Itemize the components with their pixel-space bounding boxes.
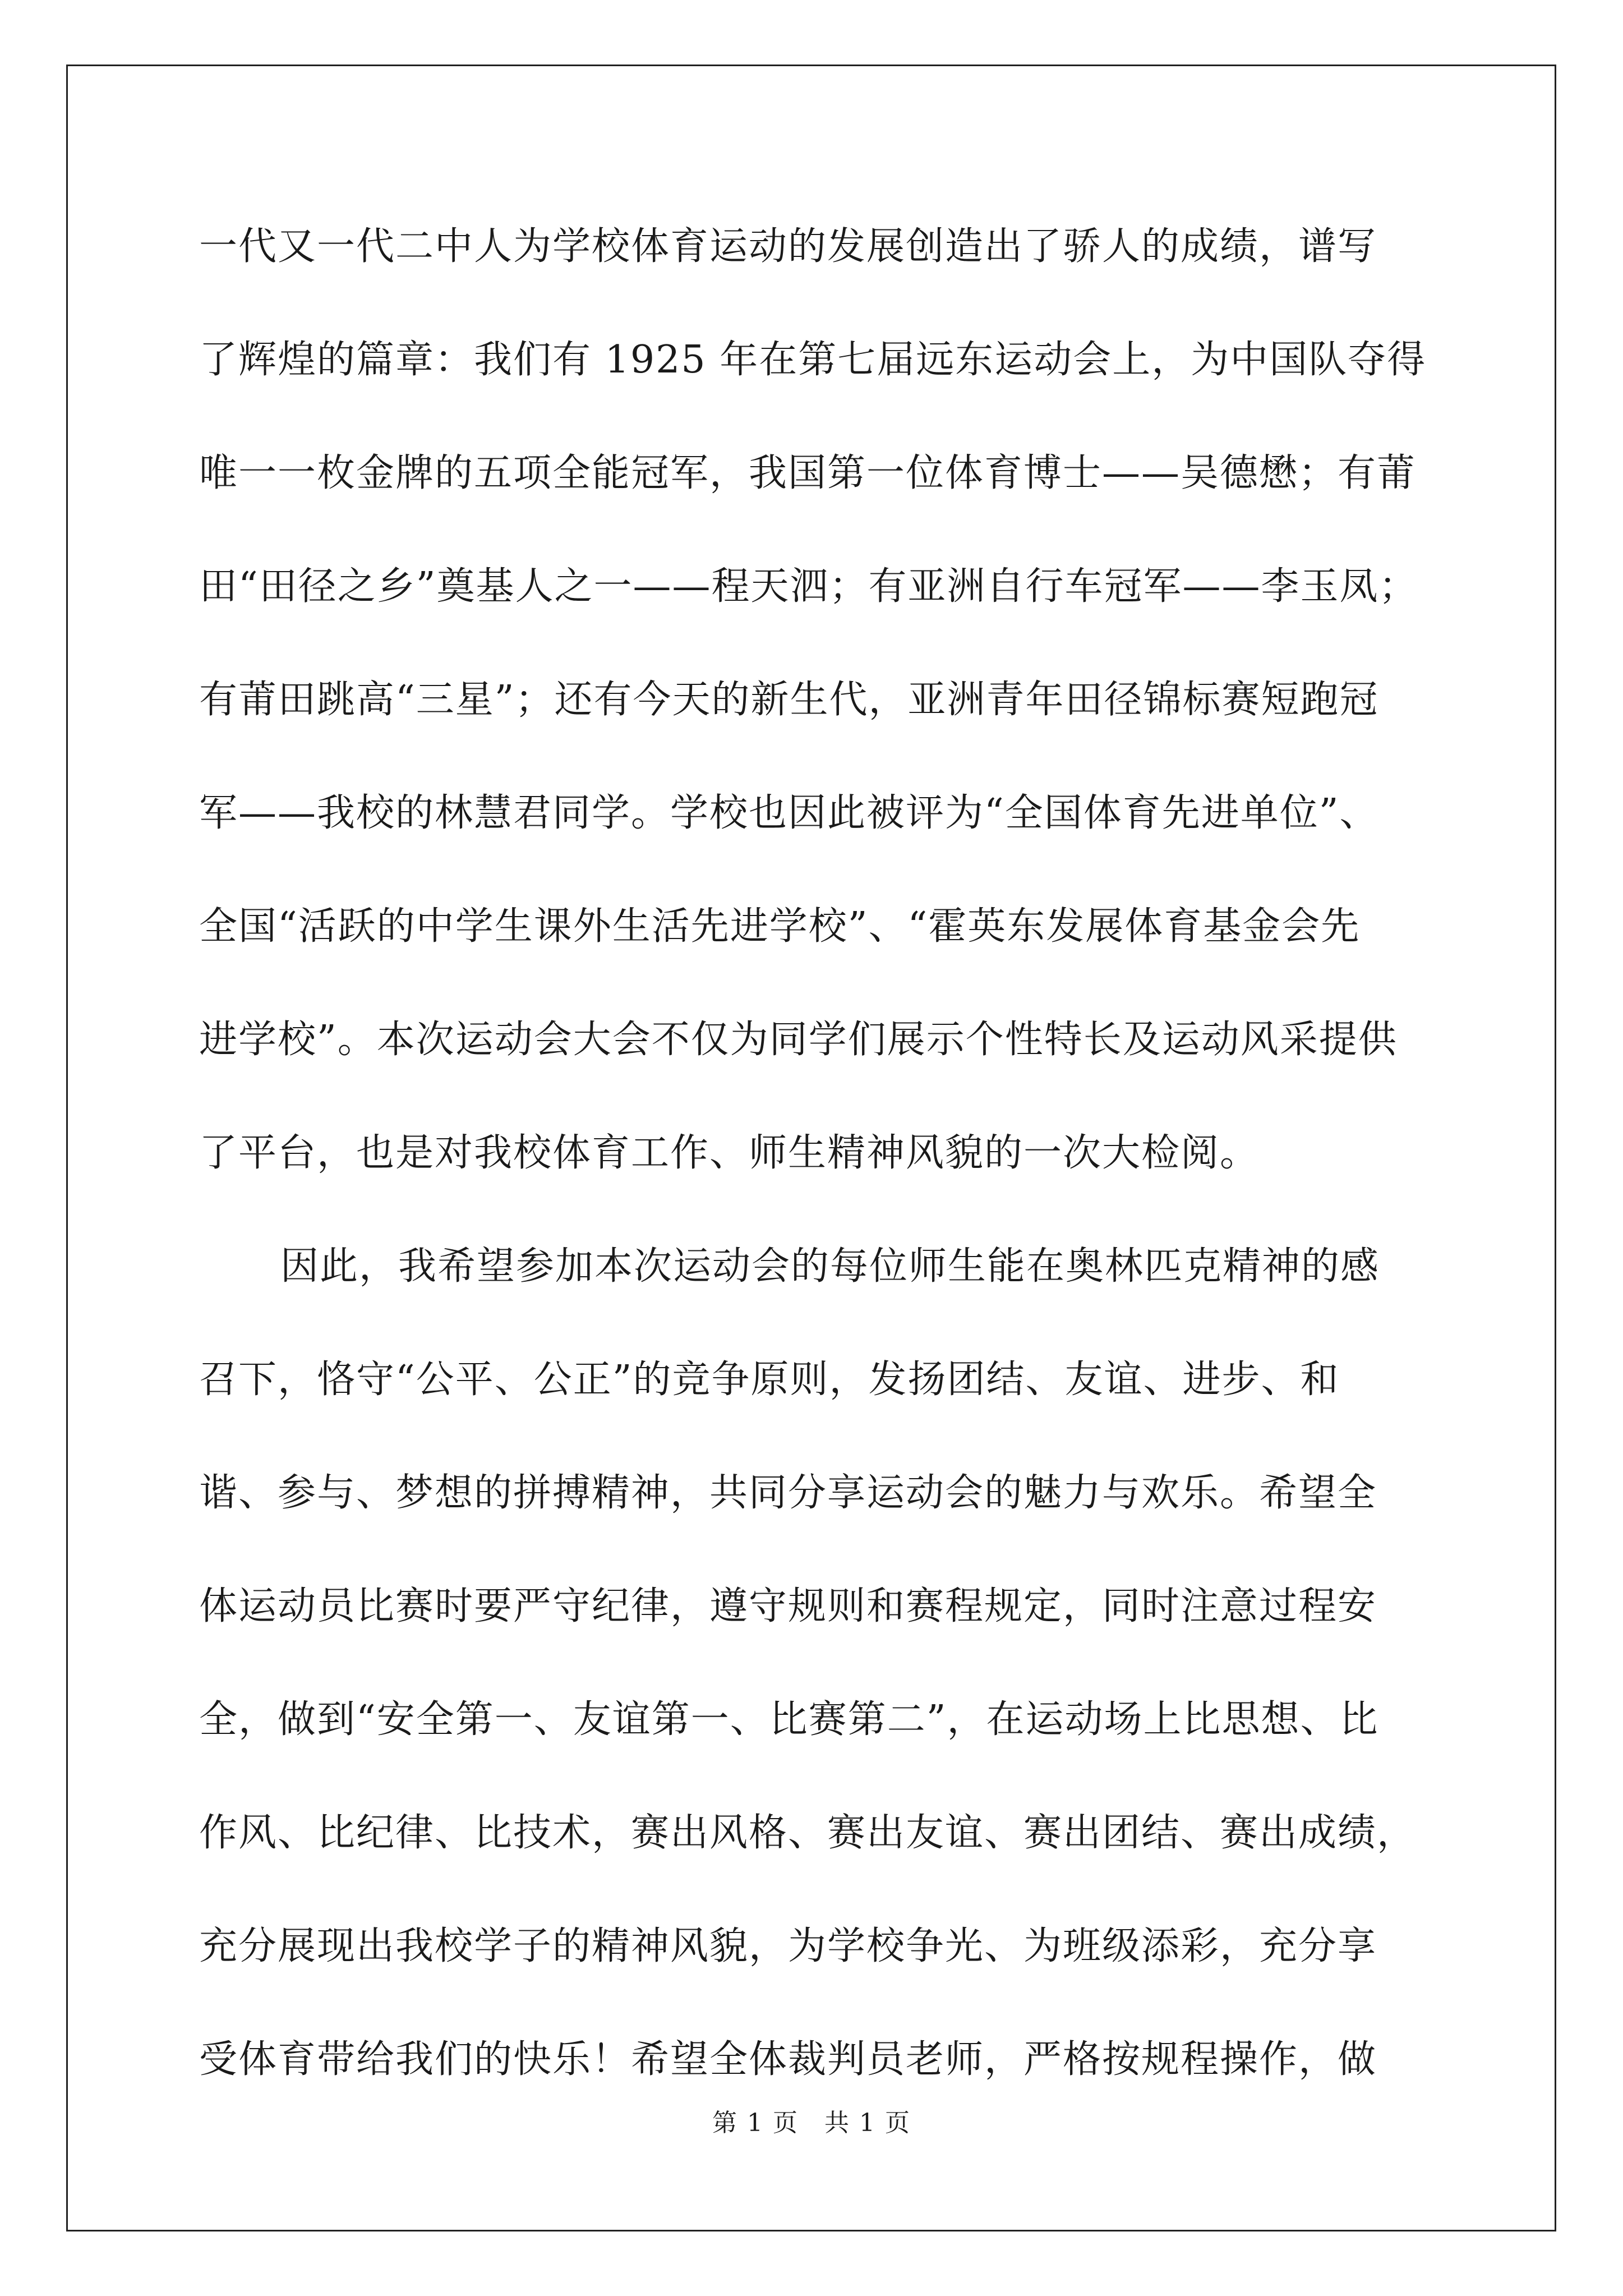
text-line: 了平台，也是对我校体育工作、师生精神风貌的一次大检阅。 bbox=[199, 1131, 1260, 1175]
document-body bbox=[199, 219, 1427, 2145]
text-line: 有莆田跳高“三星”；还有今天的新生代，亚洲青年田径锦标赛短跑冠 bbox=[199, 678, 1379, 722]
text-line: 充分展现出我校学子的精神风貌，为学校争光、为班级添彩，充分享 bbox=[199, 1924, 1377, 1968]
text-line: 谐、参与、梦想的拼搏精神，共同分享运动会的魅力与欢乐。希望全 bbox=[199, 1471, 1377, 1515]
page-number-footer: 第 1 页 共 1 页 bbox=[712, 2109, 911, 2137]
text-line: 召下，恪守“公平、公正”的竞争原则，发扬团结、友谊、进步、和 bbox=[199, 1358, 1340, 1402]
text-line: 全，做到“安全第一、友谊第一、比赛第二”，在运动场上比思想、比 bbox=[199, 1697, 1379, 1742]
text-line: 全国“活跃的中学生课外生活先进学校”、“霍英东发展体育基金会先 bbox=[199, 904, 1361, 949]
text-line: 军——我校的林慧君同学。学校也因此被评为“全国体育先进单位”、 bbox=[199, 791, 1379, 835]
text-line: 进学校”。本次运动会大会不仅为同学们展示个性特长及运动风采提供 bbox=[199, 1018, 1398, 1062]
text-line: 受体育带给我们的快乐！希望全体裁判员老师，严格按规程操作，做 bbox=[199, 2037, 1377, 2082]
text-line: 田“田径之乡”奠基人之一——程天泗；有亚洲自行车冠军——李玉凤； bbox=[199, 564, 1418, 609]
text-line: 体运动员比赛时要严守纪律，遵守规则和赛程规定，同时注意过程安 bbox=[199, 1584, 1377, 1628]
paragraph-start-line: 因此，我希望参加本次运动会的每位师生能在奥林匹克精神的感 bbox=[280, 1244, 1380, 1289]
text-line: 唯一一枚金牌的五项全能冠军，我国第一位体育博士——吴德懋；有莆 bbox=[199, 451, 1417, 495]
text-line: 一代又一代二中人为学校体育运动的发展创造出了骄人的成绩，谱写 bbox=[199, 224, 1377, 269]
text-line: 作风、比纪律、比技术，赛出风格、赛出友谊、赛出团结、赛出成绩， bbox=[199, 1811, 1417, 1855]
text-line: 了辉煌的篇章：我们有 1925 年在第七届远东运动会上，为中国队夺得 bbox=[199, 338, 1427, 382]
